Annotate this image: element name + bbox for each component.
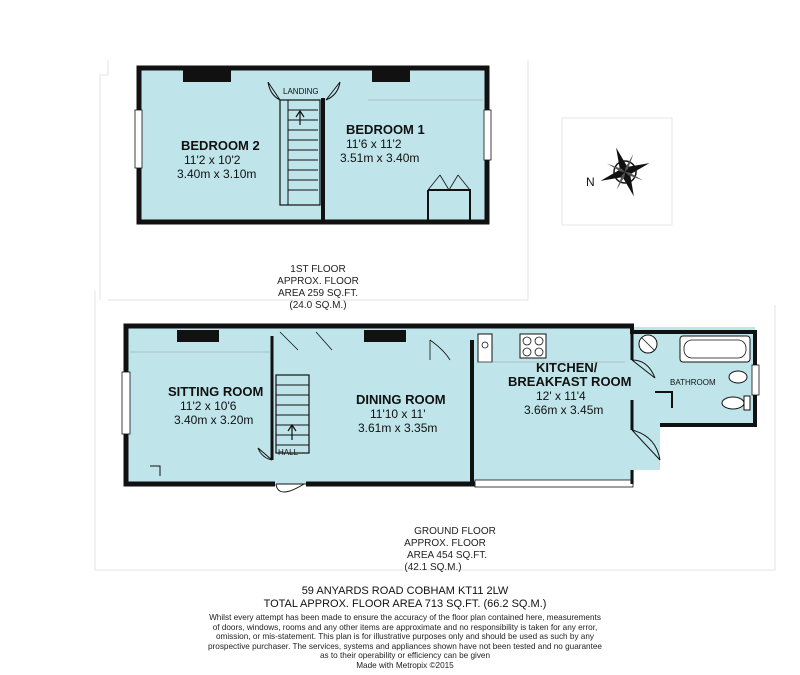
kitchen-name-line1: KITCHEN/ — [536, 360, 598, 375]
bedroom1-imperial: 11'6 x 11'2 — [346, 137, 402, 151]
landing-label: LANDING — [283, 87, 319, 96]
dining-room-name: DINING ROOM — [356, 392, 446, 407]
disclaimer-line: Whilst every attempt has been made to ensure the accuracy of the floor plan contained here, measurements — [209, 613, 601, 622]
property-summary — [150, 585, 660, 611]
window — [135, 110, 142, 168]
chimney-breast — [372, 70, 410, 82]
kitchen-imperial: 12' x 11'4 — [536, 389, 586, 403]
compass-rose — [592, 139, 659, 206]
sitting-room-name: SITTING ROOM — [168, 384, 264, 399]
ground-floor-area-line3: AREA 454 SQ.FT. — [406, 550, 488, 561]
disclaimer-line: of doors, windows, rooms and any other items are approximate and no responsibility is taken for any error, — [212, 622, 598, 632]
dining-room-metric: 3.61m x 3.35m — [358, 421, 438, 435]
bathroom-label: BATHROOM — [670, 378, 716, 387]
bedroom2-name: BEDROOM 2 — [181, 138, 260, 153]
window — [484, 110, 491, 160]
hall-label: HALL — [278, 448, 299, 457]
toilet — [722, 397, 744, 409]
kitchen-name-line2: BREAKFAST ROOM — [508, 374, 632, 389]
dining-room-imperial: 11'10 x 11' — [370, 407, 426, 421]
compass-north-letter: N — [586, 175, 595, 189]
first-floor-area-line3: AREA 259 SQ.FT. — [277, 288, 359, 299]
chimney-breast — [183, 70, 231, 82]
bedroom2-metric: 3.40m x 3.10m — [177, 167, 257, 181]
first-floor — [135, 66, 491, 311]
window — [122, 372, 130, 434]
disclaimer — [150, 613, 660, 670]
first-floor-area-line2: APPROX. FLOOR — [277, 276, 359, 287]
ground-floor — [122, 324, 759, 573]
sitting-room-imperial: 11'2 x 10'6 — [180, 399, 237, 413]
staircase — [276, 375, 309, 453]
sitting-room-metric: 3.40m x 3.20m — [174, 413, 254, 427]
kitchen-metric: 3.66m x 3.45m — [524, 403, 604, 417]
bedroom1-name: BEDROOM 1 — [346, 122, 425, 137]
washbasin — [729, 371, 747, 383]
ground-floor-area-line2: APPROX. FLOOR — [404, 538, 486, 549]
patio-door — [475, 480, 633, 487]
bedroom2-imperial: 11'2 x 10'2 — [184, 153, 241, 167]
first-floor-area-line4: (24.0 SQ.M.) — [289, 300, 347, 311]
ground-floor-area-line4: (42.1 SQ.M.) — [404, 562, 462, 573]
disclaimer-line: omission, or mis-statement. This plan is for illustrative purposes only and should be used as such by any — [215, 632, 595, 641]
disclaimer-line: prospective purchaser. The services, systems and appliances shown have not been tested and no guarantee — [207, 641, 602, 651]
chimney-breast — [177, 330, 219, 342]
front-door-swing — [276, 484, 306, 492]
metropix-credit: Made with Metropix ©2015 — [356, 660, 454, 670]
toilet-cistern — [744, 396, 750, 410]
chimney-breast — [364, 330, 406, 342]
bedroom1-metric: 3.51m x 3.40m — [340, 151, 420, 165]
ground-floor-area-line1: GROUND FLOOR — [414, 526, 496, 537]
total-floor-area: TOTAL APPROX. FLOOR AREA 713 SQ.FT. (66.2 SQ.M.) — [263, 598, 547, 610]
window — [752, 365, 759, 395]
disclaimer-line: as to their operability or efficiency can be given — [319, 651, 491, 660]
first-floor-area-line1: 1ST FLOOR — [290, 264, 346, 275]
property-address: 59 ANYARDS ROAD COBHAM KT11 2LW — [301, 585, 509, 597]
